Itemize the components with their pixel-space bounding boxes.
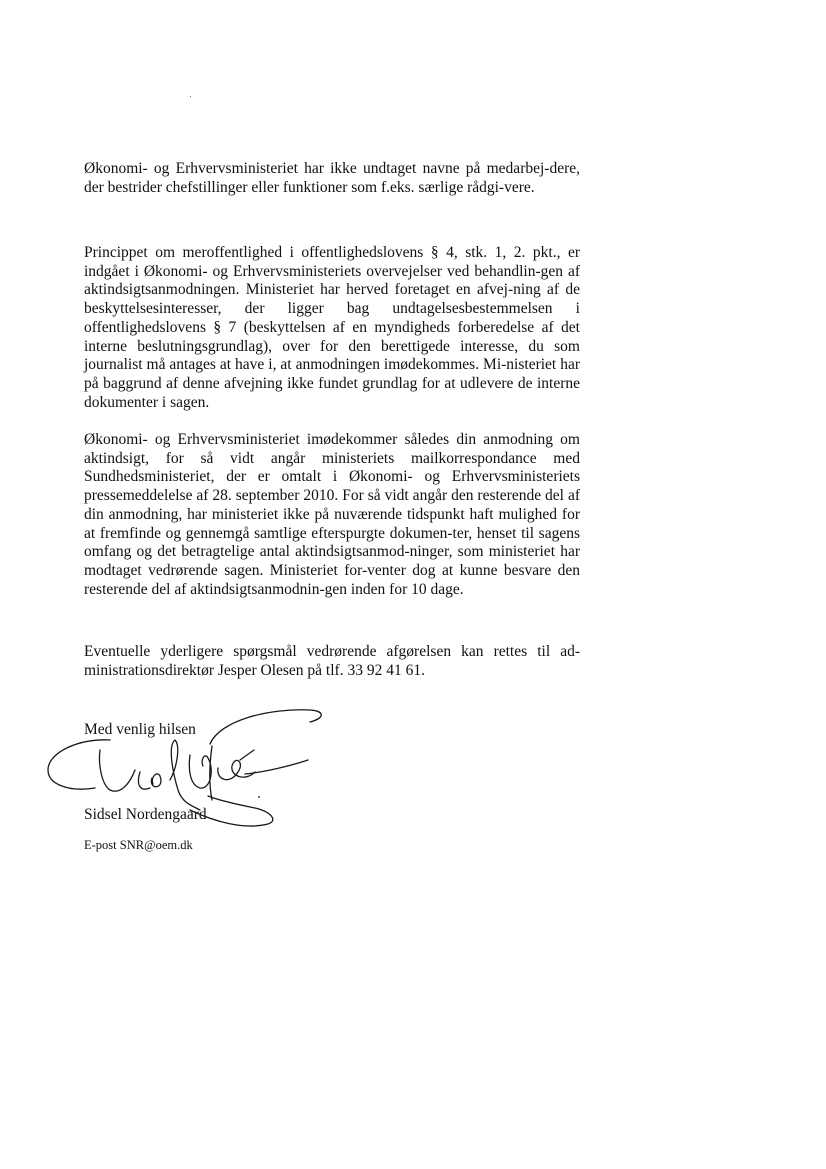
signer-name: Sidsel Nordengaard xyxy=(84,806,207,823)
paragraph-meroffentlighed: Princippet om meroffentlighed i offentlighedslovens § 4, stk. 1, 2. pkt., er indgået i Økonomi- og Erhvervsministeriets overvejelser ved behandlin-gen af aktindsigtsanmodningen. Ministeriet har herved foretaget en afvej-ning af de beskyttelsesinteresser, der ligger bag undtagelsesbestemmelsen i offentlighedslovens § 7 (beskyttelsen af en myndigheds forberedelse af det interne beslutningsgrundlag), over for den berettigede interesse, du som journalist må antages at have i, at anmodningen imødekommes. Mi-nisteriet har på baggrund af denne afvejning ikke fundet grundlag for at udlevere de interne dokumenter i sagen. xyxy=(84,244,580,411)
paragraph-staff-names: Økonomi- og Erhvervsministeriet har ikke undtaget navne på medarbej-dere, der bestrider chefstillinger eller funktioner som f.eks. særlige rådgi-vere. xyxy=(84,160,580,196)
closing-greeting: Med venlig hilsen xyxy=(84,721,196,738)
ink-dot xyxy=(190,96,191,97)
signer-email: E-post SNR@oem.dk xyxy=(84,838,193,852)
paragraph-aktindsigt-decision: Økonomi- og Erhvervsministeriet imødekommer således din anmodning om aktindsigt, for så vidt angår ministeriets mailkorrespondance med Sundhedsministeriet, der er omtalt i Økonomi- og Erhvervsministeriets pressemeddelelse af 28. september 2010. For så vidt angår den resterende del af din anmodning, har ministeriet ikke på nuværende tidspunkt haft mulighed for at fremfinde og gennemgå samtlige efterspurgte dokumen-ter, henset til sagens omfang og det betragtelige antal aktindsigtsanmod-ninger, som ministeriet har modtaget vedrørende sagen. Ministeriet for-venter dog at kunne besvare den resterende del af aktindsigtsanmodnin-gen inden for 10 dage. xyxy=(84,431,580,598)
ink-dot xyxy=(258,796,260,798)
paragraph-contact-info: Eventuelle yderligere spørgsmål vedrørende afgørelsen kan rettes til ad-ministrationsdirektør Jesper Olesen på tlf. 33 92 41 61. xyxy=(84,643,580,679)
handwritten-signature xyxy=(40,700,330,840)
